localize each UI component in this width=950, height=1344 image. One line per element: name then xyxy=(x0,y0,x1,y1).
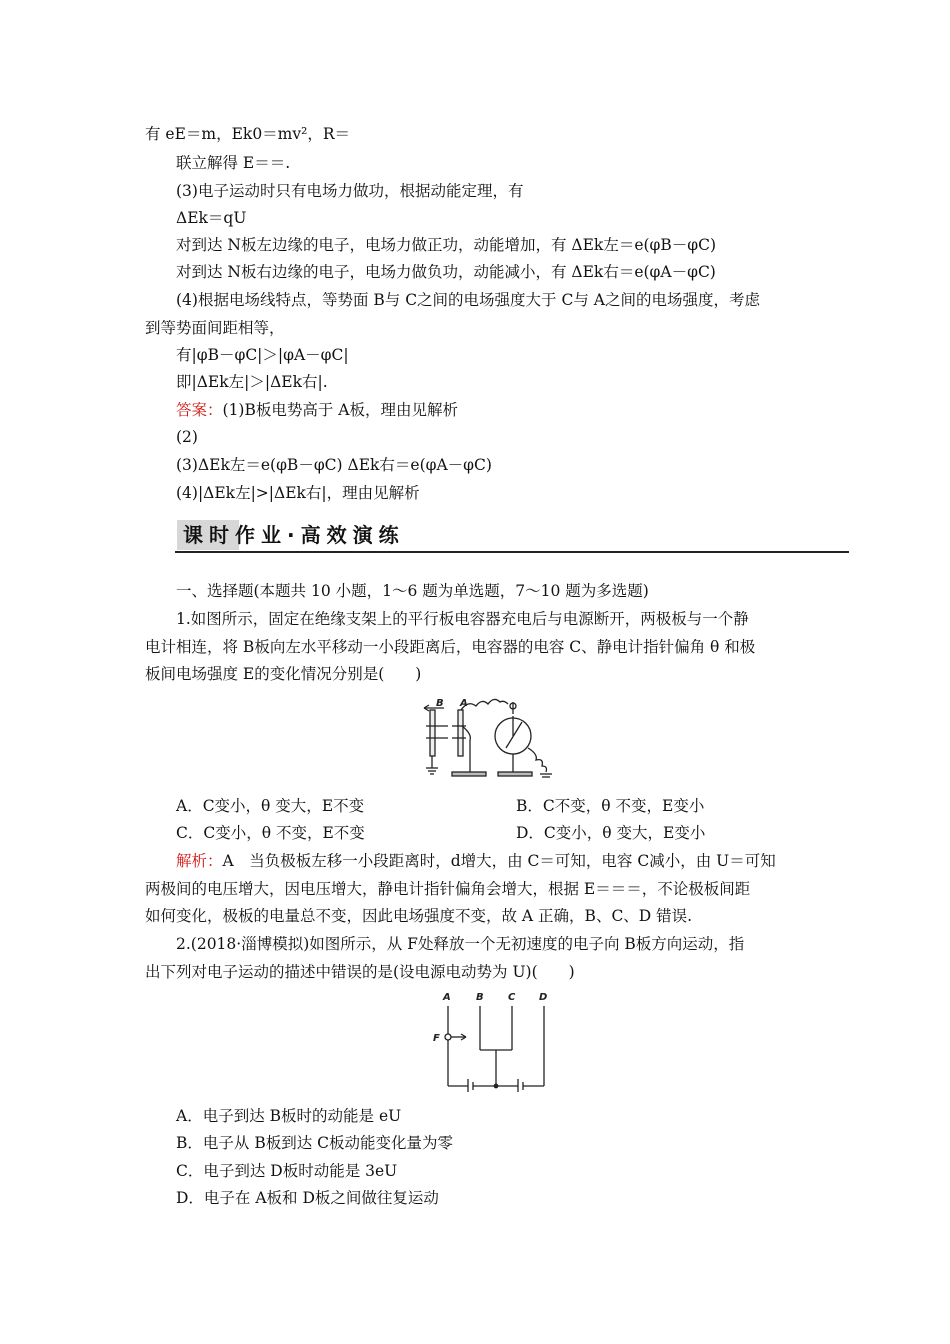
text-line: (3)ΔEk左＝e(φB－φC) ΔEk右＝e(φA－φC) xyxy=(176,456,492,474)
capacitor-electrometer-figure xyxy=(418,696,568,784)
text-line: (4)根据电场线特点，等势面 B与 C之间的电场强度大于 C与 A之间的电场强度，考虑 xyxy=(176,291,760,309)
option-c: C．电子到达 D板时动能是 3eU xyxy=(176,1162,398,1180)
answer-line xyxy=(176,400,458,420)
question-text: 1.如图所示，固定在绝缘支架上的平行板电容器充电后与电源断开，两极板与一个静 xyxy=(176,610,749,628)
option-b: B．电子从 B板到达 C板动能变化量为零 xyxy=(176,1134,453,1152)
text-line: 有 eE＝m，Ek0＝mv²，R＝ xyxy=(145,125,351,143)
figure1-label-a: A xyxy=(460,698,468,709)
option-a: A．电子到达 B板时的动能是 eU xyxy=(176,1107,402,1125)
analysis-text: A 当负极板左移一小段距离时，d增大，由 C＝可知，电容 C减小，由 U＝可知 xyxy=(222,852,776,870)
text-line: 两极间的电压增大，因电压增大，静电计指针偏角会增大，根据 E＝＝＝，不论极板间距 xyxy=(145,880,751,898)
analysis-line xyxy=(176,851,776,871)
text-line: 联立解得 E＝＝. xyxy=(176,154,291,172)
text-line: 即|ΔEk左|＞|ΔEk右|. xyxy=(176,373,328,391)
plates-circuit-figure xyxy=(428,988,554,1092)
text-line: (4)|ΔEk左|>|ΔEk右|，理由见解析 xyxy=(176,484,420,502)
option-c: C．C变小，θ 不变，E不变 xyxy=(176,824,365,842)
banner-title: 课时作业·高效演练 xyxy=(183,523,405,547)
section-heading: 一、选择题(本题共 10 小题，1～6 题为单选题，7～10 题为多选题) xyxy=(176,582,649,600)
option-a: A．C变小，θ 变大，E不变 xyxy=(176,797,365,815)
figure2-label-d: D xyxy=(539,992,548,1003)
option-d: D．C变小，θ 变大，E变小 xyxy=(516,824,706,842)
question-text: 出下列对电子运动的描述中错误的是(设电源电动势为 U)( ) xyxy=(145,963,575,981)
text-line: 到等势面间距相等， xyxy=(145,319,285,337)
text-line: 有|φB－φC|＞|φA－φC| xyxy=(176,346,349,364)
figure2-label-b: B xyxy=(476,992,484,1003)
question-text: 2.(2018·淄博模拟)如图所示，从 F处释放一个无初速度的电子向 B板方向运动，指 xyxy=(176,935,745,953)
section-banner xyxy=(175,518,849,552)
question-text: 板间电场强度 E的变化情况分别是( ) xyxy=(145,665,422,683)
figure1-label-b: B xyxy=(436,698,444,709)
option-d: D．电子在 A板和 D板之间做往复运动 xyxy=(176,1189,439,1207)
text-line: (3)电子运动时只有电场力做功，根据动能定理，有 xyxy=(176,182,524,200)
banner-rule xyxy=(175,551,849,553)
text-line: (2) xyxy=(176,428,198,446)
text-line: ΔEk＝qU xyxy=(176,209,247,227)
text-line: 如何变化，极板的电量总不变，因此电场强度不变，故 A 正确，B、C、D 错误. xyxy=(145,907,693,925)
answer-text: (1)B板电势高于 A板，理由见解析 xyxy=(222,401,458,419)
text-line: 对到达 N板右边缘的电子，电场力做负功，动能减小，有 ΔEk右＝e(φA－φC) xyxy=(176,263,716,281)
answer-label: 答案： xyxy=(176,401,223,419)
figure2-label-c: C xyxy=(508,992,516,1003)
option-b: B．C不变，θ 不变，E变小 xyxy=(516,797,705,815)
question-text: 电计相连，将 B板向左水平移动一小段距离后，电容器的电容 C、静电计指针偏角 θ 和极 xyxy=(145,638,756,656)
figure2-label-f: F xyxy=(433,1033,440,1044)
analysis-label: 解析： xyxy=(176,852,223,870)
figure2-label-a: A xyxy=(443,992,451,1003)
text-line: 对到达 N板左边缘的电子，电场力做正功，动能增加，有 ΔEk左＝e(φB－φC) xyxy=(176,236,717,254)
